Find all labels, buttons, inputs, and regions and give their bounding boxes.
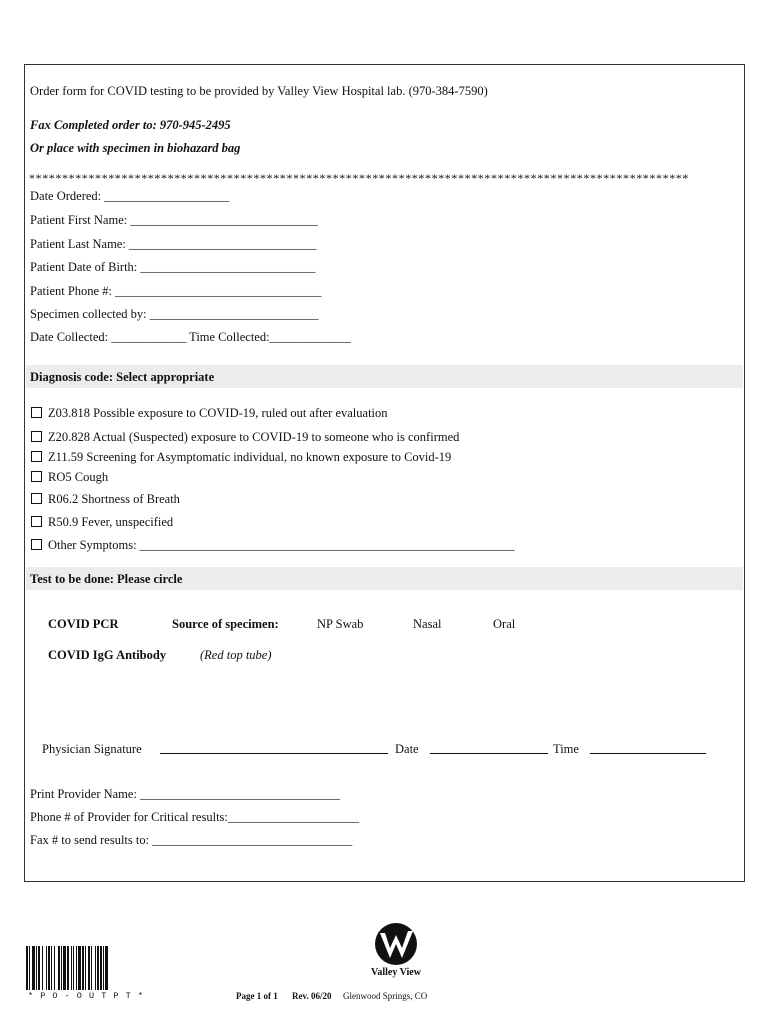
biohazard-instruction: Or place with specimen in biohazard bag [30, 141, 241, 155]
signature-date-line[interactable] [430, 753, 548, 754]
logo-text: Valley View [371, 967, 421, 978]
diagnosis-checkbox-z03[interactable] [31, 407, 42, 418]
oral-option[interactable]: Oral [493, 617, 516, 631]
red-top-tube-note: (Red top tube) [200, 648, 272, 662]
patient-phone-field[interactable]: Patient Phone #: _________________________________ [30, 284, 322, 298]
diagnosis-checkbox-r50[interactable] [31, 516, 42, 527]
valley-view-logo-icon [366, 920, 426, 970]
location: Glenwood Springs, CO [343, 991, 428, 1001]
signature-time-label: Time [553, 742, 579, 756]
barcode-text: * P O - O U T P T * [28, 991, 144, 1001]
barcode [26, 946, 158, 990]
covid-pcr-option[interactable]: COVID PCR [48, 617, 119, 631]
test-heading-band [26, 567, 743, 590]
diagnosis-label-z20: Z20.828 Actual (Suspected) exposure to COVID-19 to someone who is confirmed [48, 430, 460, 444]
signature-date-label: Date [395, 742, 419, 756]
diagnosis-label-z11: Z11.59 Screening for Asymptomatic individual, no known exposure to Covid-19 [48, 450, 452, 464]
patient-dob-field[interactable]: Patient Date of Birth: ____________________________ [30, 260, 316, 274]
nasal-option[interactable]: Nasal [413, 617, 442, 631]
diagnosis-label-r50: R50.9 Fever, unspecified [48, 515, 174, 529]
provider-phone-field[interactable]: Phone # of Provider for Critical results:_____________________ [30, 810, 360, 824]
diagnosis-checkbox-r05[interactable] [31, 471, 42, 482]
diagnosis-label-other[interactable]: Other Symptoms: ____________________________________________________________ [48, 538, 515, 552]
patient-first-name-field[interactable]: Patient First Name: ______________________________ [30, 213, 318, 227]
covid-igg-option[interactable]: COVID IgG Antibody [48, 648, 167, 662]
diagnosis-heading-band [26, 365, 743, 388]
revision: Rev. 06/20 [292, 991, 332, 1001]
patient-last-name-field[interactable]: Patient Last Name: ______________________________ [30, 237, 317, 251]
star-divider: **************************************************************************************************** [29, 171, 689, 185]
diagnosis-checkbox-z20[interactable] [31, 431, 42, 442]
diagnosis-checkbox-r06[interactable] [31, 493, 42, 504]
diagnosis-heading: Diagnosis code: Select appropriate [30, 370, 215, 384]
signature-time-line[interactable] [590, 753, 706, 754]
date-ordered-field[interactable]: Date Ordered: ____________________ [30, 189, 230, 203]
barcode-image [26, 946, 158, 990]
diagnosis-label-z03: Z03.818 Possible exposure to COVID-19, ruled out after evaluation [48, 406, 388, 420]
test-heading: Test to be done: Please circle [30, 572, 183, 586]
fax-instruction: Fax Completed order to: 970-945-2495 [30, 118, 231, 132]
diagnosis-checkbox-other[interactable] [31, 539, 42, 550]
physician-signature-label: Physician Signature [42, 742, 142, 756]
order-form [24, 64, 745, 882]
physician-signature-line[interactable] [160, 753, 388, 754]
diagnosis-label-r06: R06.2 Shortness of Breath [48, 492, 180, 506]
diagnosis-label-r05: RO5 Cough [48, 470, 109, 484]
intro-text: Order form for COVID testing to be provided by Valley View Hospital lab. (970-384-7590) [30, 84, 488, 98]
print-provider-name-field[interactable]: Print Provider Name: ________________________________ [30, 787, 341, 801]
page-number: Page 1 of 1 [236, 991, 278, 1001]
specimen-collected-by-field[interactable]: Specimen collected by: ___________________________ [30, 307, 319, 321]
date-time-collected-field[interactable]: Date Collected: ____________ Time Collected:_____________ [30, 330, 351, 344]
source-of-specimen-label: Source of specimen: [172, 617, 279, 631]
results-fax-field[interactable]: Fax # to send results to: ________________________________ [30, 833, 353, 847]
np-swab-option[interactable]: NP Swab [317, 617, 364, 631]
diagnosis-checkbox-z11[interactable] [31, 451, 42, 462]
